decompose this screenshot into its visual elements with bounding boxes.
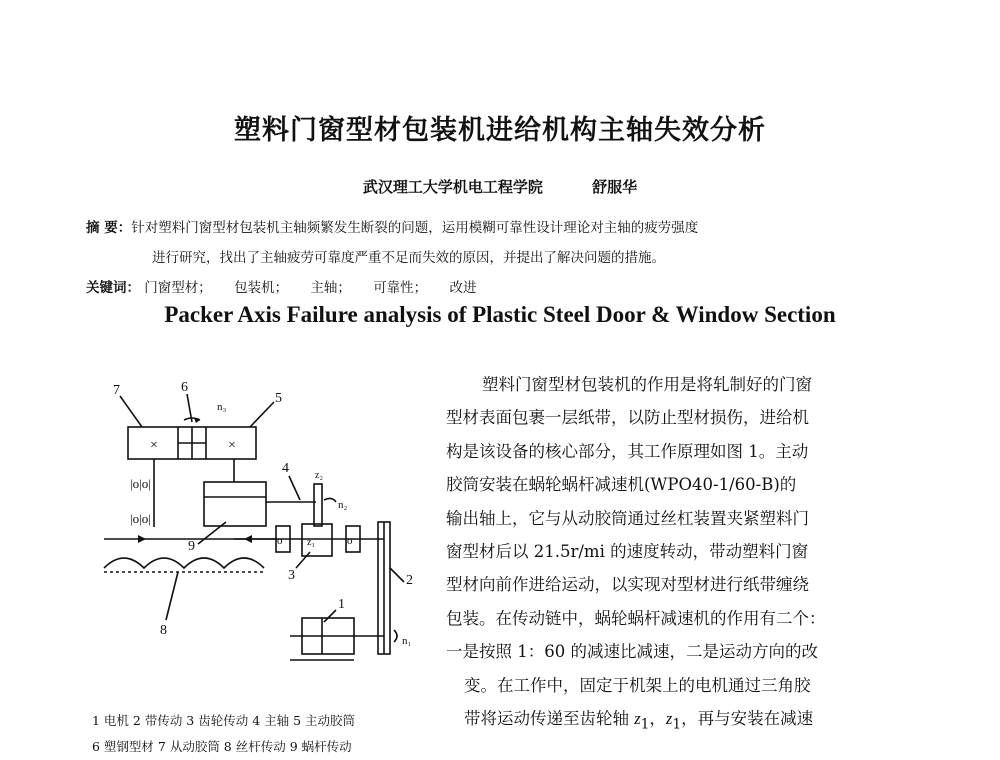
keyword: 改进: [449, 280, 477, 296]
gear-z2-label: z₂: [315, 470, 323, 481]
body-line: 塑料门窗型材包装机的作用是将轧制好的门窗: [482, 375, 812, 394]
gear-z2: [314, 484, 322, 526]
label-1: 1: [338, 597, 345, 612]
subscript: 1: [640, 716, 650, 733]
english-title: Packer Axis Failure analysis of Plastic Steel Door & Window Section: [164, 302, 836, 327]
body-line: 型材向前作进给运动，以实现对型材进行纸带缠绕: [446, 575, 809, 595]
keyword: 包装机；: [234, 280, 289, 296]
body-text: [446, 368, 898, 742]
keywords: [86, 279, 494, 298]
body-line: 一是按照 1：60 的减速比减速，二是运动方向的改: [446, 642, 818, 662]
subscript: 1: [672, 716, 682, 733]
label-5: 5: [275, 391, 282, 406]
abstract-text-1: 针对塑料门窗型材包装机主轴频繁发生断裂的问题，运用模糊可靠性设计理论对主轴的疲劳强度: [131, 220, 699, 236]
body-line-last: [446, 702, 898, 742]
keyword: 门窗型材；: [144, 280, 212, 296]
body-tail-text: ，再与安装在减速: [681, 709, 814, 729]
body-line: 变。在工作中，固定于机架上的电机通过三角胶: [464, 675, 811, 695]
svg-text:×: ×: [150, 438, 158, 453]
svg-text:|o|o|: |o|o|: [130, 511, 151, 526]
byline: [0, 176, 1000, 197]
affiliation: 武汉理工大学机电工程学院: [362, 178, 543, 196]
svg-text:o: o: [347, 535, 353, 547]
label-7: 7: [113, 383, 120, 398]
author: 舒服华: [592, 178, 638, 196]
body-line: 型材表面包裹一层纸带，以防止型材损伤，进给机: [446, 408, 809, 428]
label-2: 2: [406, 573, 413, 588]
keywords-label: 关键词：: [86, 280, 140, 296]
symbol-z: z: [665, 709, 673, 729]
label-4: 4: [282, 461, 289, 476]
keyword: 主轴；: [310, 280, 351, 296]
label-8: 8: [160, 623, 167, 638]
symbol-z: z: [634, 709, 641, 729]
label-6: 6: [181, 380, 188, 395]
caption-line-1: 1 电机 2 带传动 3 齿轮传动 4 主轴 5 主动胶筒: [92, 713, 356, 728]
abstract-text-2: 进行研究，找出了主轴疲劳可靠度严重不足而失效的原因，并提出了解决问题的措施。: [152, 250, 665, 266]
body-line: 输出轴上，它与从动胶筒通过丝杠装置夹紧塑料门: [446, 508, 809, 528]
svg-text:×: ×: [228, 438, 236, 453]
speed-n1-label: n₁: [402, 635, 412, 647]
abstract-line-1: [86, 219, 698, 238]
gear-z1-label: z₁: [307, 537, 315, 548]
worm-reducer: [204, 482, 266, 526]
mechanism-diagram: [84, 372, 430, 672]
profile-wave: [104, 558, 264, 568]
body-line: 胶筒安装在蜗轮蜗杆减速机(WPO40-1/60-B)的: [446, 475, 797, 495]
label-9: 9: [188, 539, 195, 554]
abstract-label: 摘 要：: [86, 220, 132, 236]
caption-line-2: 6 塑钢型材 7 从动胶筒 8 丝杆传动 9 蜗杆传动: [92, 739, 352, 754]
speed-n2-label: n₂: [338, 499, 348, 511]
separator: ，: [649, 709, 666, 729]
keyword: 可靠性；: [373, 280, 428, 296]
speed-n3-label: n₃: [217, 401, 227, 413]
body-line: 窗型材后以 21.5r/mi 的速度转动，带动塑料门窗: [446, 542, 809, 562]
paper-title: 塑料门窗型材包装机进给机构主轴失效分析: [234, 115, 766, 146]
body-line: 带将运动传递至齿轮轴: [464, 709, 629, 729]
svg-text:|o|o|: |o|o|: [130, 476, 151, 491]
body-line: 构是该设备的核心部分，其工作原理如图 1。主动: [446, 441, 809, 461]
mechanism-figure: [84, 372, 430, 672]
body-line: 包装。在传动链中，蜗轮蜗杆减速机的作用有二个：: [446, 608, 826, 628]
svg-text:o: o: [277, 535, 283, 547]
label-3: 3: [288, 568, 295, 583]
figure-caption: [92, 708, 437, 760]
